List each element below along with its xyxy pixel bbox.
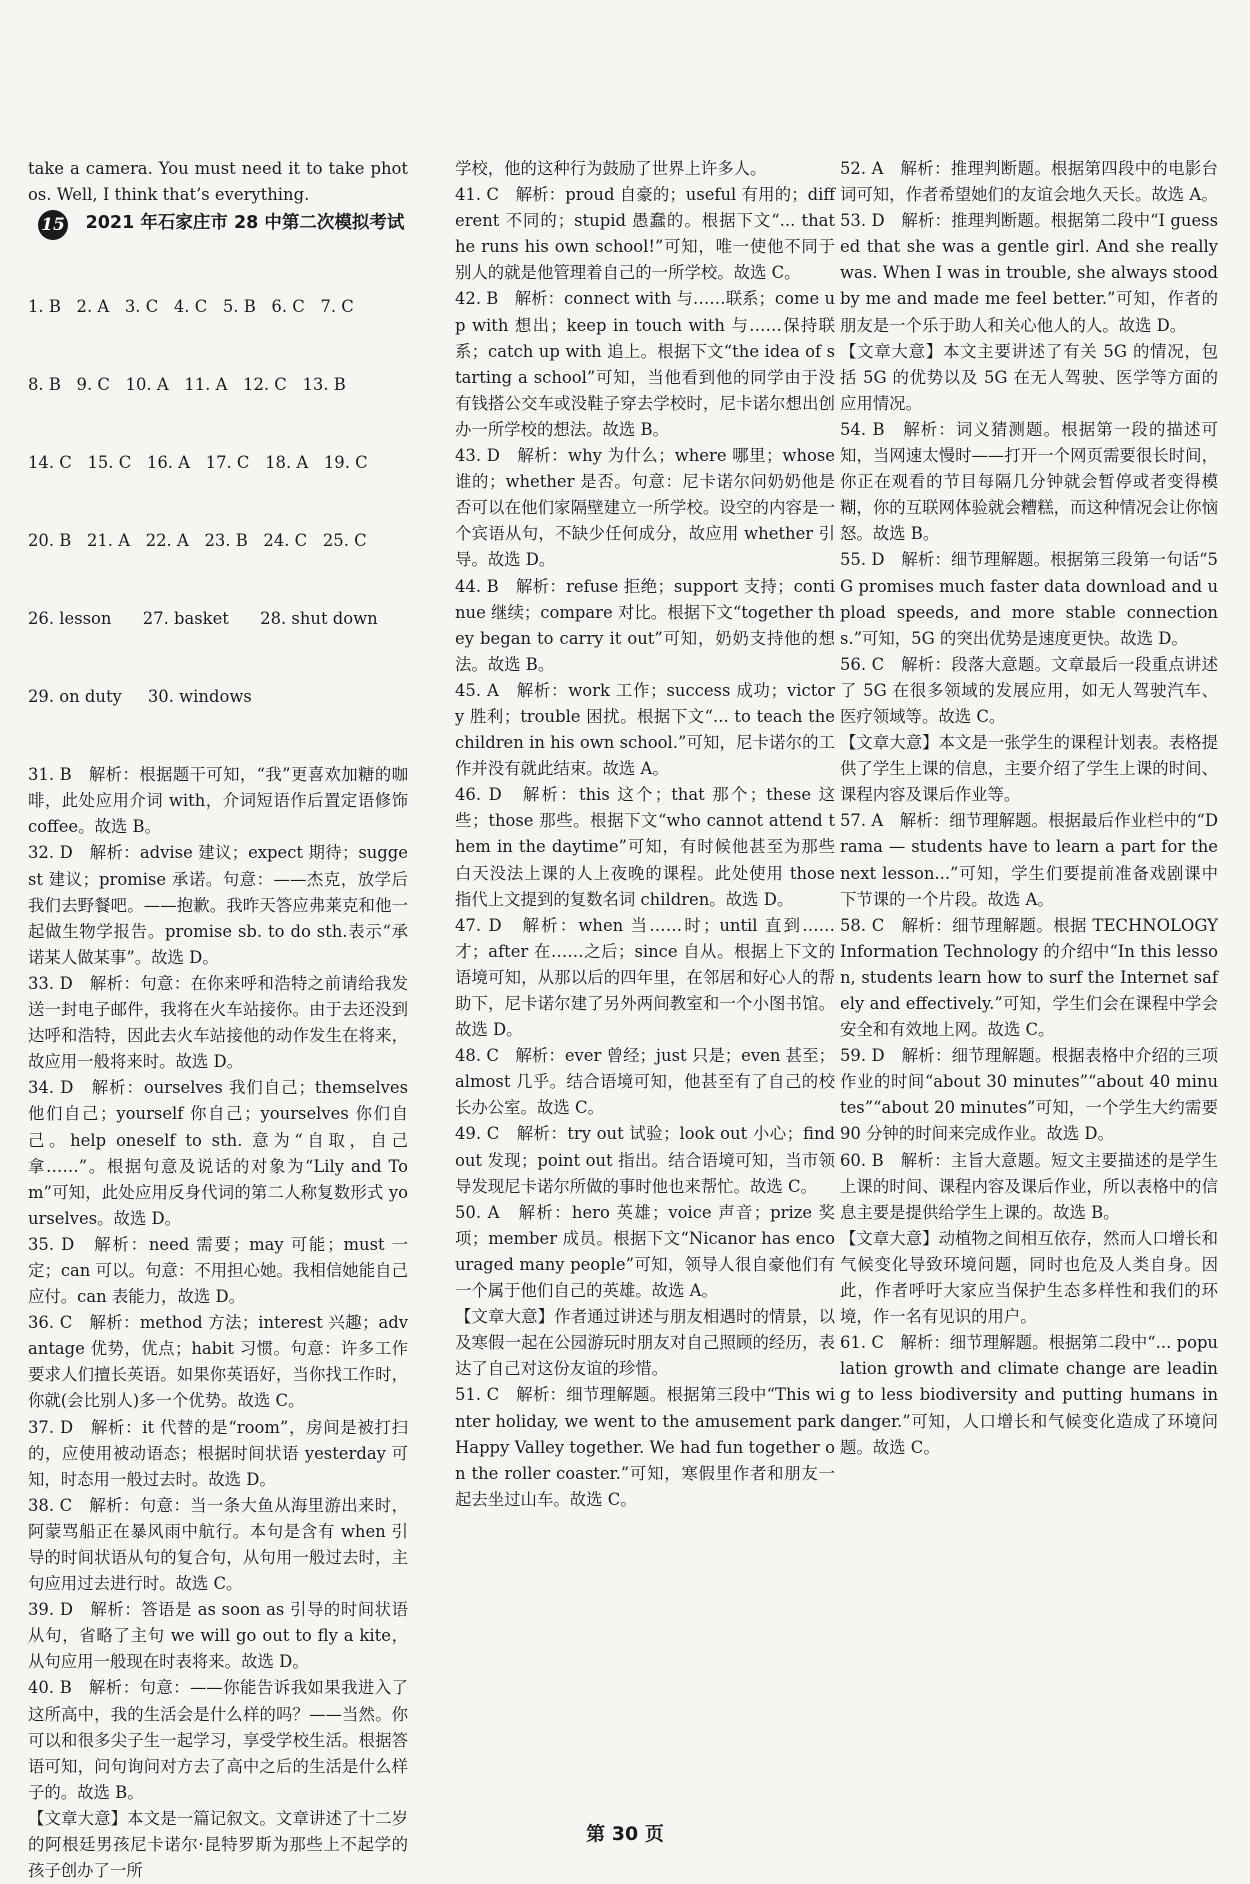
explanation-item: 37. D 解析：it 代替的是“room”，房间是被打扫的，应使用被动语态；根据时间状语 yesterday 可知，时态用一般过去时。故选 D。 (28, 1417, 408, 1489)
answer-list (28, 242, 408, 762)
answer-row: 8. B 9. C 10. A 11. A 12. C 13. B (28, 375, 346, 395)
explanation-item: 60. B 解析：主旨大意题。短文主要描述的是学生上课的时间、课程内容及课后作业，所以表格中的信息主要是提供给学生上课的。故选 B。 (840, 1150, 1218, 1222)
explanation-item: 53. D 解析：推理判断题。根据第二段中“I guessed that she was a gentle girl. And she really was. When I was in trouble, she always stood by me and made me feel better.”可知，作者的朋友是一个乐于助人和关心他人的人。故选 D。 (840, 211, 1218, 335)
explanation-item: 43. D 解析：why 为什么；where 哪里；whose 谁的；whether 是否。句意：尼卡诺尔问奶奶他是否可以在他们家隔壁建立一所学校。设空的内容是一个宾语从句，不缺少任何成分，故应用 whether 引导。故选 D。 (455, 446, 835, 570)
column-left (28, 156, 408, 1884)
explanation-item: 38. C 解析：句意：当一条大鱼从海里游出来时，阿蒙骂船正在暴风雨中航行。本句是含有 when 引导的时间状语从句的复合句，从句用一般过去时，主句应用过去进行时。故选 C。 (28, 1495, 408, 1594)
continuation-text: take a camera. You must need it to take photos. Well, I think that’s everything. (28, 159, 408, 205)
explanation-item: 52. A 解析：推理判断题。根据第四段中的电影台词可知，作者希望她们的友谊会地久天长。故选 A。 (840, 159, 1218, 205)
explanation-item: 39. D 解析：答语是 as soon as 引导的时间状语从句，省略了主句 we will go out to fly a kite，从句应用一般现在时表将来。故选 D。 (28, 1600, 408, 1672)
explanation-item: 42. B 解析：connect with 与……联系；come up with 想出；keep in touch with 与……保持联系；catch up with 追上。根据下文“the idea of starting a school”可知，当他看到他的同学由于没有钱搭公交车或没鞋子穿去学校时，尼卡诺尔想出创办一所学校的想法。故选 B。 (455, 289, 835, 439)
answer-row: 29. on duty 30. windows (28, 687, 252, 707)
explanation-item: 31. B 解析：根据题干可知，“我”更喜欢加糖的咖啡，此处应用介词 with，介词短语作后置定语修饰 coffee。故选 B。 (28, 765, 408, 837)
explanation-item: 40. B 解析：句意：——你能告诉我如果我进入了这所高中，我的生活会是什么样的吗？——当然。你可以和很多尖子生一起学习，享受学校生活。根据答语可知，问句询问对方去了高中之后的生活是什么样子的。故选 B。 (28, 1678, 408, 1802)
explanation-item: 61. C 解析：细节理解题。根据第二段中“... population growth and climate change are leading to less biodiversity and putting humans in danger.”可知，人口增长和气候变化造成了环境问题。故选 C。 (840, 1333, 1218, 1457)
explanation-item: 49. C 解析：try out 试验；look out 小心；find out 发现；point out 指出。结合语境可知，当市领导发现尼卡诺尔所做的事时他也来帮忙。故选 C。 (455, 1124, 835, 1196)
answer-row: 1. B 2. A 3. C 4. C 5. B 6. C 7. C (28, 297, 354, 317)
passage-summary: 【文章大意】本文主要讲述了有关 5G 的情况，包括 5G 的优势以及 5G 在无人驾驶、医学等方面的应用情况。 (840, 341, 1218, 413)
explanation-item: 46. D 解析：this 这个；that 那个；these 这些；those 那些。根据下文“who cannot attend them in the daytime”可知，有时候他甚至为那些白天没法上课的人上夜晚的课程。此处使用 those 指代上文提到的复数名词 children。故选 D。 (455, 785, 835, 909)
section-title: 2021 年石家庄市 28 中第二次模拟考试 (85, 213, 405, 234)
explanation-item: 50. A 解析：hero 英雄；voice 声音；prize 奖项；member 成员。根据下文“Nicanor has encouraged many people”可知，领导人很自豪他们有一个属于他们自己的英雄。故选 A。 (455, 1202, 835, 1301)
explanation-item: 58. C 解析：细节理解题。根据 TECHNOLOGY Information Technology 的介绍中“In this lesson, students learn how to surf the Internet safely and effectively.”可知，学生们会在课程中学会安全和有效地上网。故选 C。 (840, 915, 1218, 1040)
passage-summary: 【文章大意】作者通过讲述与朋友相遇时的情景，以及寒假一起在公园游玩时朋友对自己照顾的经历，表达了自己对这份友谊的珍惜。 (455, 1307, 835, 1379)
answer-row: 26. lesson 27. basket 28. shut down (28, 609, 378, 629)
page-number: 第 30 页 (586, 1823, 664, 1845)
explanation-item: 33. D 解析：句意：在你来呼和浩特之前请给我发送一封电子邮件，我将在火车站接你。由于去还没到达呼和浩特，因此去火车站接他的动作发生在将来，故应用一般将来时。故选 D。 (28, 973, 408, 1072)
column-middle (455, 156, 835, 1513)
explanation-item: 44. B 解析：refuse 拒绝；support 支持；continue 继续；compare 对比。根据下文“together they began to carry it out”可知，奶奶支持他的想法。故选 B。 (455, 576, 835, 674)
explanation-item: 48. C 解析：ever 曾经；just 只是；even 甚至；almost 几乎。结合语境可知，他甚至有了自己的校长办公室。故选 C。 (455, 1046, 835, 1118)
explanation-item: 学校，他的这种行为鼓励了世界上许多人。 (455, 159, 767, 178)
passage-summary: 【文章大意】动植物之间相互依存，然而人口增长和气候变化导致环境问题，同时也危及人类自身。因此，作者呼吁大家应当保护生态多样性和我们的环境，作一名有见识的用户。 (840, 1228, 1218, 1327)
section-heading (28, 210, 408, 240)
explanation-item: 56. C 解析：段落大意题。文章最后一段重点讲述了 5G 在很多领域的发展应用，如无人驾驶汽车、医疗领域等。故选 C。 (840, 654, 1218, 726)
answer-row: 20. B 21. A 22. A 23. B 24. C 25. C (28, 531, 367, 551)
explanation-item: 41. C 解析：proud 自豪的；useful 有用的；different 不同的；stupid 愚蠢的。根据下文“... that he runs his own school!”可知，唯一使他不同于别人的就是他管理着自己的一所学校。故选 C。 (455, 185, 835, 283)
passage-summary: 【文章大意】本文是一篇记叙文。文章讲述了十二岁的阿根廷男孩尼卡诺尔·昆特罗斯为那些上不起学的孩子创办了一所 (28, 1808, 408, 1881)
section-number-badge: 15 (38, 210, 68, 240)
column-right (840, 156, 1218, 1461)
explanation-item: 47. D 解析：when 当……时；until 直到……才；after 在……之后；since 自从。根据上下文的语境可知，从那以后的四年里，在邻居和好心人的帮助下，尼卡诺尔建了另外两间教室和一个小图书馆。故选 D。 (455, 915, 835, 1040)
explanation-item: 51. C 解析：细节理解题。根据第三段中“This winter holiday, we went to the amusement park Happy Valley together. We had fun together on the roller coaster.”可知，寒假里作者和朋友一起去坐过山车。故选 C。 (455, 1385, 835, 1509)
explanation-item: 54. B 解析：词义猜测题。根据第一段的描述可知，当网速太慢时——打开一个网页需要很长时间，你正在观看的节目每隔几分钟就会暂停或者变得模糊，你的互联网体验就会糟糕，而这种情况会让你恼怒。故选 B。 (840, 419, 1218, 544)
explanation-item: 36. C 解析：method 方法；interest 兴趣；advantage 优势，优点；habit 习惯。句意：许多工作要求人们擅长英语。如果你英语好，当你找工作时，你就(会比别人)多一个优势。故选 C。 (28, 1313, 408, 1411)
explanation-item: 57. A 解析：细节理解题。根据最后作业栏中的“Drama — students have to learn a part for the next lesson...”可知，学生们要提前准备戏剧课中下节课的一个片段。故选 A。 (840, 811, 1218, 909)
explanation-item: 59. D 解析：细节理解题。根据表格中介绍的三项作业的时间“about 30 minutes”“about 40 minutes”“about 20 minutes”可知，一个学生大约需要 90 分钟的时间来完成作业。故选 D。 (840, 1046, 1218, 1144)
explanation-item: 55. D 解析：细节理解题。根据第三段第一句话“5G promises much faster data download and upload speeds, and more stable connections.”可知，5G 的突出优势是速度更快。故选 D。 (840, 550, 1218, 648)
explanation-item: 34. D 解析：ourselves 我们自己；themselves 他们自己；yourself 你自己；yourselves 你们自己。help oneself to sth. 意为“自取，自己拿……”。根据句意及说话的对象为“Lily and Tom”可知，此处应用反身代词的第二人称复数形式 yourselves。故选 D。 (28, 1078, 408, 1228)
explanation-item: 35. D 解析：need 需要；may 可能；must 一定；can 可以。句意：不用担心她。我相信她能自己应付。can 表能力，故选 D。 (28, 1234, 408, 1307)
explanation-item: 45. A 解析：work 工作；success 成功；victory 胜利；trouble 困扰。根据下文“... to teach the children in his own school.”可知，尼卡诺尔的工作并没有就此结束。故选 A。 (455, 680, 835, 779)
answer-row: 14. C 15. C 16. A 17. C 18. A 19. C (28, 453, 368, 473)
passage-summary: 【文章大意】本文是一张学生的课程计划表。表格提供了学生上课的信息，主要介绍了学生上课的时间、课程内容及课后作业等。 (840, 733, 1218, 805)
explanation-item: 32. D 解析：advise 建议；expect 期待；suggest 建议；promise 承诺。句意：——杰克，放学后我们去野餐吧。——抱歉。我昨天答应弗莱克和他一起做生物学报告。promise sb. to do sth.表示“承诺某人做某事”。故选 D。 (28, 843, 408, 967)
